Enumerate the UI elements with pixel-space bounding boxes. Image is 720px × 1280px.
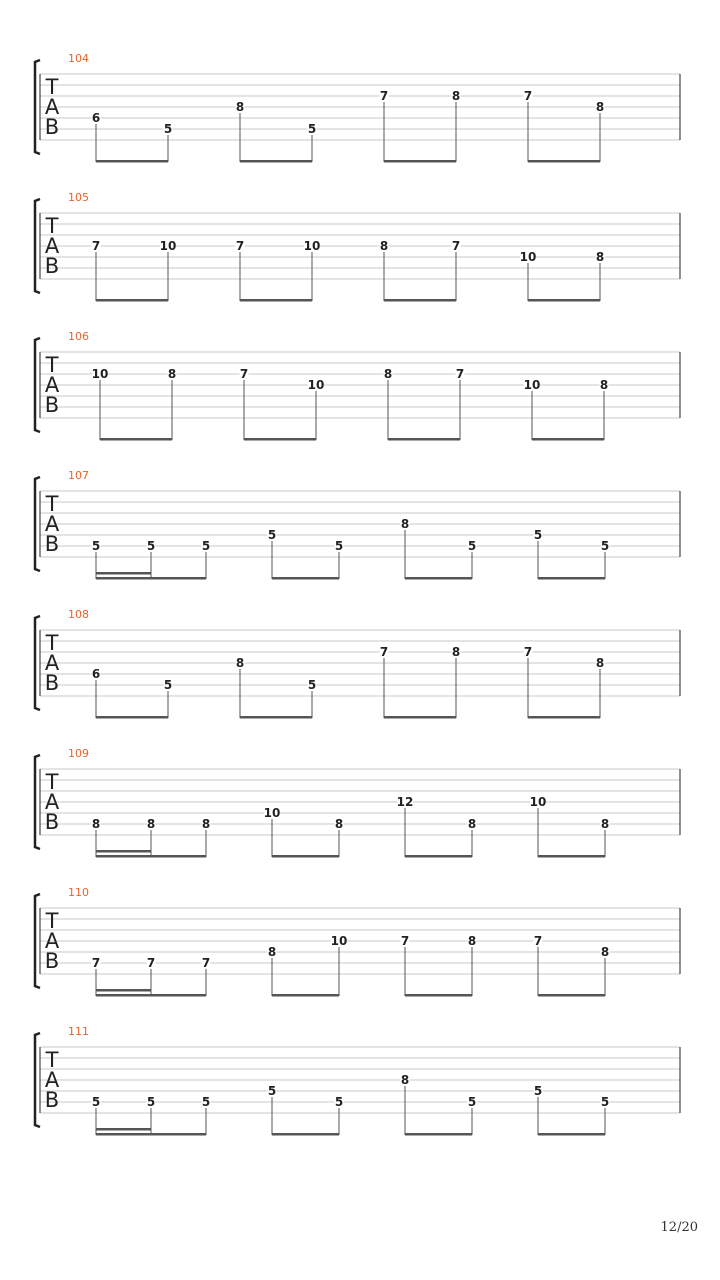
fret-number: 8: [235, 656, 245, 670]
fret-number: 5: [91, 539, 101, 553]
beam: [384, 160, 456, 163]
page-indicator: 12/20: [660, 1220, 698, 1235]
system-bracket: [35, 894, 40, 988]
fret-number: 10: [307, 378, 325, 392]
fret-number: 10: [529, 795, 547, 809]
tab-clef-letter: A: [44, 929, 60, 953]
fret-number: 5: [163, 122, 173, 136]
fret-number: 5: [467, 1095, 477, 1109]
fret-number: 7: [523, 89, 533, 103]
secondary-beam: [96, 572, 151, 575]
fret-number: 8: [400, 517, 410, 531]
fret-number: 8: [451, 89, 461, 103]
beam: [96, 855, 206, 858]
beam: [96, 299, 168, 302]
beam: [405, 994, 472, 997]
beam: [244, 438, 316, 441]
system-bracket: [35, 477, 40, 571]
fret-number: 8: [467, 934, 477, 948]
tab-clef-letter: A: [44, 234, 60, 258]
beam: [538, 1133, 605, 1136]
beam: [272, 1133, 339, 1136]
fret-number: 6: [91, 111, 101, 125]
fret-number: 5: [307, 678, 317, 692]
fret-number: 8: [400, 1073, 410, 1087]
tab-clef-letter: A: [44, 512, 60, 536]
beam: [240, 299, 312, 302]
tab-clef-letter: T: [45, 770, 59, 794]
tab-clef-letter: B: [44, 671, 60, 695]
fret-number: 7: [91, 239, 101, 253]
fret-number: 5: [600, 539, 610, 553]
tab-clef-letter: T: [45, 353, 59, 377]
system-bracket: [35, 60, 40, 154]
fret-number: 8: [383, 367, 393, 381]
tab-clef-letter: B: [44, 949, 60, 973]
fret-number: 5: [334, 1095, 344, 1109]
system-bracket: [35, 755, 40, 849]
fret-number: 8: [467, 817, 477, 831]
beam: [538, 577, 605, 580]
tab-clef-letter: B: [44, 393, 60, 417]
beam: [405, 577, 472, 580]
fret-number: 7: [146, 956, 156, 970]
fret-number: 5: [267, 1084, 277, 1098]
measure-number: 106: [68, 330, 89, 343]
fret-number: 5: [467, 539, 477, 553]
beam: [240, 716, 312, 719]
measure-number: 108: [68, 608, 89, 621]
secondary-beam: [96, 850, 151, 853]
fret-number: 7: [235, 239, 245, 253]
secondary-beam: [96, 989, 151, 992]
fret-number: 10: [519, 250, 537, 264]
tab-clef-letter: T: [45, 492, 59, 516]
fret-number: 5: [600, 1095, 610, 1109]
fret-number: 6: [91, 667, 101, 681]
fret-number: 8: [595, 250, 605, 264]
fret-number: 8: [334, 817, 344, 831]
measure-number: 105: [68, 191, 89, 204]
beam: [272, 577, 339, 580]
fret-number: 7: [91, 956, 101, 970]
fret-number: 10: [91, 367, 109, 381]
secondary-beam: [96, 1128, 151, 1131]
fret-number: 5: [201, 1095, 211, 1109]
measure-number: 104: [68, 52, 89, 65]
beam: [405, 855, 472, 858]
fret-number: 10: [330, 934, 348, 948]
fret-number: 12: [396, 795, 414, 809]
measure-number: 107: [68, 469, 89, 482]
measure-number: 110: [68, 886, 89, 899]
fret-number: 8: [201, 817, 211, 831]
fret-number: 5: [146, 1095, 156, 1109]
fret-number: 10: [159, 239, 177, 253]
tab-clef-letter: T: [45, 631, 59, 655]
system-bracket: [35, 616, 40, 710]
fret-number: 8: [595, 100, 605, 114]
fret-number: 8: [91, 817, 101, 831]
fret-number: 8: [379, 239, 389, 253]
tab-clef-letter: A: [44, 95, 60, 119]
fret-number: 5: [307, 122, 317, 136]
fret-number: 8: [599, 378, 609, 392]
fret-number: 8: [600, 945, 610, 959]
system-bracket: [35, 1033, 40, 1127]
fret-number: 5: [146, 539, 156, 553]
system-bracket: [35, 338, 40, 432]
fret-number: 7: [400, 934, 410, 948]
fret-number: 5: [163, 678, 173, 692]
beam: [528, 160, 600, 163]
beam: [532, 438, 604, 441]
tab-clef-letter: T: [45, 75, 59, 99]
fret-number: 5: [201, 539, 211, 553]
fret-number: 8: [267, 945, 277, 959]
fret-number: 7: [455, 367, 465, 381]
beam: [96, 160, 168, 163]
fret-number: 5: [267, 528, 277, 542]
fret-number: 8: [600, 817, 610, 831]
tab-clef-letter: A: [44, 790, 60, 814]
tab-clef-letter: T: [45, 909, 59, 933]
beam: [528, 299, 600, 302]
beam: [538, 994, 605, 997]
tab-clef-letter: A: [44, 373, 60, 397]
beam: [384, 716, 456, 719]
beam: [405, 1133, 472, 1136]
beam: [240, 160, 312, 163]
beam: [96, 716, 168, 719]
beam: [100, 438, 172, 441]
fret-number: 7: [201, 956, 211, 970]
fret-number: 10: [523, 378, 541, 392]
tab-clef-letter: A: [44, 1068, 60, 1092]
tab-clef-letter: B: [44, 254, 60, 278]
tab-clef-letter: B: [44, 115, 60, 139]
fret-number: 7: [379, 645, 389, 659]
fret-number: 7: [451, 239, 461, 253]
measure-number: 111: [68, 1025, 89, 1038]
beam: [96, 1133, 206, 1136]
tab-clef-letter: B: [44, 532, 60, 556]
fret-number: 8: [595, 656, 605, 670]
beam: [272, 855, 339, 858]
fret-number: 8: [167, 367, 177, 381]
fret-number: 8: [451, 645, 461, 659]
fret-number: 5: [533, 1084, 543, 1098]
beam: [538, 855, 605, 858]
fret-number: 5: [533, 528, 543, 542]
beam: [384, 299, 456, 302]
tab-clef-letter: B: [44, 1088, 60, 1112]
system-bracket: [35, 199, 40, 293]
fret-number: 10: [303, 239, 321, 253]
beam: [388, 438, 460, 441]
beam: [96, 577, 206, 580]
tab-clef-letter: T: [45, 1048, 59, 1072]
fret-number: 10: [263, 806, 281, 820]
fret-number: 7: [523, 645, 533, 659]
fret-number: 5: [91, 1095, 101, 1109]
measure-number: 109: [68, 747, 89, 760]
fret-number: 8: [235, 100, 245, 114]
beam: [272, 994, 339, 997]
fret-number: 5: [334, 539, 344, 553]
beam: [96, 994, 206, 997]
tab-clef-letter: A: [44, 651, 60, 675]
tab-clef-letter: B: [44, 810, 60, 834]
tab-clef-letter: T: [45, 214, 59, 238]
beam: [528, 716, 600, 719]
fret-number: 8: [146, 817, 156, 831]
fret-number: 7: [239, 367, 249, 381]
fret-number: 7: [533, 934, 543, 948]
fret-number: 7: [379, 89, 389, 103]
